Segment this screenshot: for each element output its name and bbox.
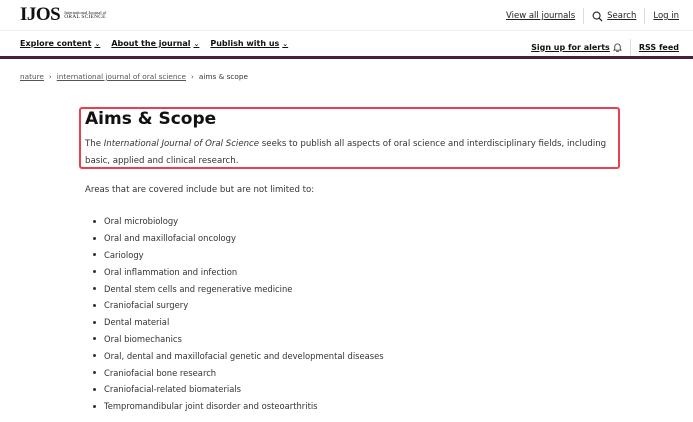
list-item-label: Oral biomechanics — [104, 333, 182, 344]
bullet-icon — [93, 337, 96, 340]
page-title: Aims & Scope — [85, 109, 217, 129]
list-item-label: Craniofacial surgery — [104, 300, 189, 311]
list-item-label: Oral and maxillofacial oncology — [104, 233, 236, 244]
divider — [583, 8, 584, 24]
bell-icon — [613, 42, 622, 52]
breadcrumb-nature[interactable]: nature — [20, 72, 44, 81]
journal-logo[interactable] — [20, 5, 107, 25]
chevron-right-icon: › — [48, 72, 52, 81]
list-item-label: Oral inflammation and infection — [104, 266, 238, 277]
list-item-label: Craniofacial-related biomaterials — [104, 384, 242, 395]
desc-suffix: seeks to publish all aspects of oral science and interdisciplinary fields, including basic, applied and clinical research. — [85, 139, 607, 166]
list-item — [93, 331, 384, 348]
search-button[interactable] — [592, 11, 636, 22]
list-item — [93, 213, 384, 230]
logo-line2: ORAL SCIENCE — [64, 14, 106, 20]
view-all-journals-link[interactable]: View all journals — [505, 11, 576, 21]
list-item-label: Oral microbiology — [104, 216, 179, 227]
main-nav — [0, 30, 693, 57]
divider — [644, 8, 645, 24]
list-item — [93, 364, 384, 381]
list-item-label: Cariology — [104, 249, 144, 260]
bullet-icon — [93, 405, 96, 408]
list-item — [93, 381, 384, 398]
search-icon — [592, 11, 603, 22]
list-item-label: Dental stem cells and regenerative medicine — [104, 283, 293, 294]
brand-rule — [0, 56, 693, 59]
breadcrumb-journal[interactable]: international journal of oral science — [56, 72, 187, 81]
breadcrumb-current: aims & scope — [198, 72, 248, 81]
rss-feed-link[interactable]: RSS feed — [638, 42, 679, 52]
divider — [630, 39, 631, 55]
bullet-icon — [93, 371, 96, 374]
explore-content-label: Explore content — [20, 39, 92, 48]
areas-intro: Areas that are covered include but are not limited to: — [85, 185, 315, 195]
bullet-icon — [93, 253, 96, 256]
sign-up-alerts-label: Sign up for alerts — [531, 42, 610, 52]
bullet-icon — [93, 220, 96, 223]
top-bar — [0, 0, 693, 30]
list-item — [93, 398, 384, 415]
sign-up-alerts-link[interactable] — [531, 42, 622, 52]
bullet-icon — [93, 237, 96, 240]
bullet-icon — [93, 287, 96, 290]
chevron-down-icon: ⌄ — [282, 39, 289, 48]
list-item — [93, 314, 384, 331]
logo-subtitle — [64, 10, 106, 20]
publish-with-us-label: Publish with us — [210, 39, 280, 48]
list-item-label: Dental material — [104, 317, 170, 328]
bullet-icon — [93, 270, 96, 273]
publish-with-us-menu[interactable] — [210, 39, 288, 48]
nav-actions — [531, 39, 679, 55]
logo-line1: International Journal of — [64, 10, 107, 15]
chevron-right-icon: › — [191, 72, 194, 81]
search-label: Search — [607, 11, 637, 21]
list-item — [93, 230, 384, 247]
list-item-label: Oral, dental and maxillofacial genetic and developmental diseases — [104, 350, 384, 361]
bullet-icon — [93, 304, 96, 307]
login-link[interactable]: Log in — [653, 11, 679, 21]
list-item — [93, 263, 384, 280]
logo-mark: IJOS — [20, 4, 61, 25]
list-item — [93, 280, 384, 297]
explore-content-menu[interactable] — [20, 39, 100, 48]
list-item-label: Craniofacial bone research — [104, 367, 217, 378]
bullet-icon — [93, 388, 96, 391]
list-item — [93, 247, 384, 264]
bullet-icon — [93, 354, 96, 357]
list-item — [93, 297, 384, 314]
scope-description — [85, 136, 615, 170]
bullet-icon — [93, 321, 96, 324]
areas-list — [93, 213, 384, 415]
list-item-label: Tempromandibular joint disorder and osteoarthritis — [104, 401, 318, 412]
desc-prefix: The — [85, 139, 104, 149]
breadcrumb — [20, 72, 248, 81]
about-journal-label: About the journal — [111, 39, 191, 48]
header-actions — [506, 8, 679, 24]
about-journal-menu[interactable] — [111, 39, 199, 48]
chevron-down-icon: ⌄ — [193, 39, 200, 48]
list-item — [93, 347, 384, 364]
journal-name: International Journal of Oral Science — [103, 139, 260, 149]
chevron-down-icon: ⌄ — [94, 39, 101, 48]
nav-menus — [20, 39, 299, 48]
